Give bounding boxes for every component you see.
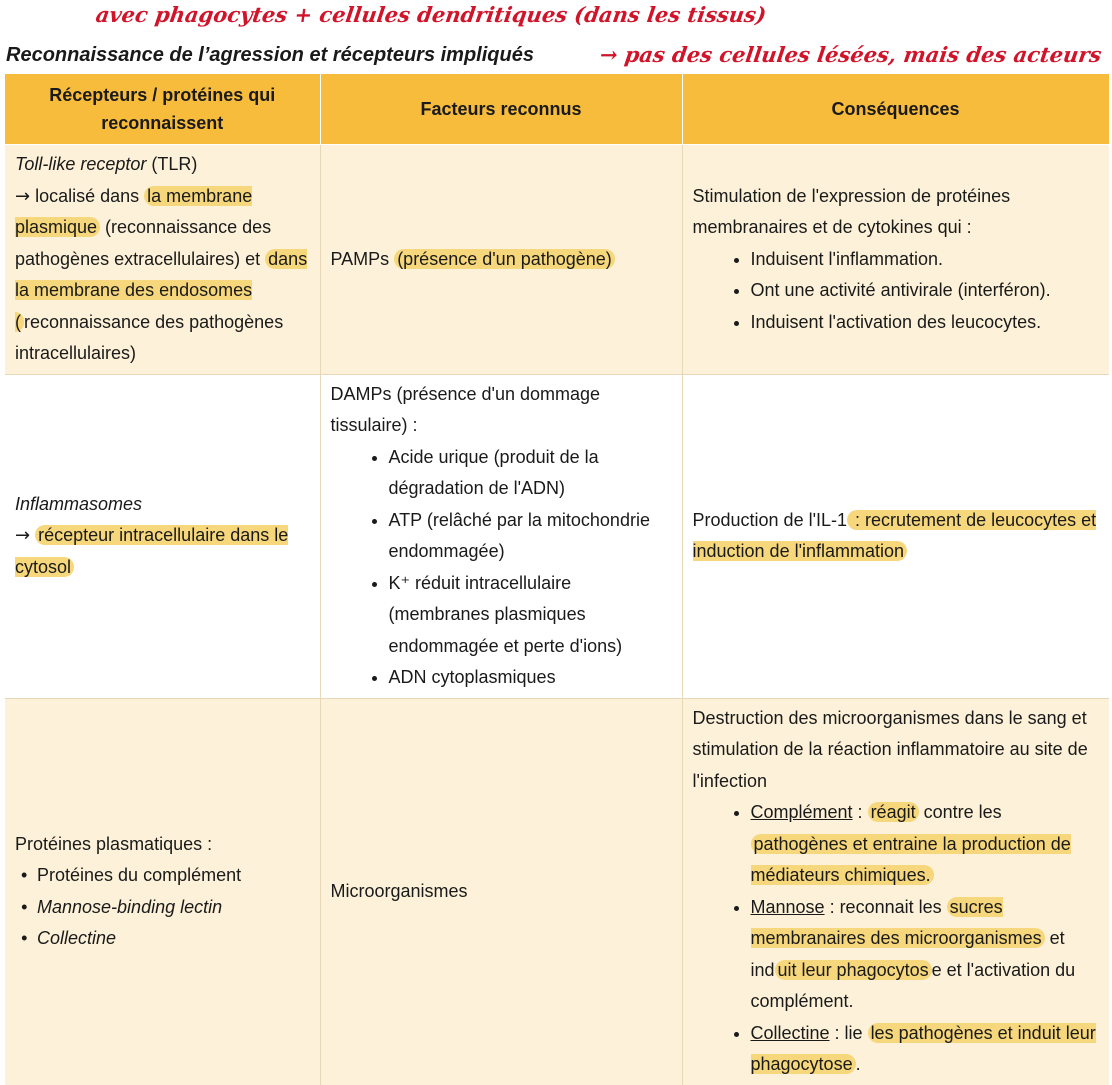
tlr-highlight-2: dans la membrane des endosomes (	[15, 248, 308, 332]
cell-tlr-consequences	[682, 145, 1109, 375]
list-item	[751, 1018, 1100, 1081]
list-item: • Acide urique (produit de la dégradation de l'ADN)	[389, 442, 672, 505]
table-row-tlr	[5, 145, 1109, 375]
text: .	[855, 1054, 861, 1074]
tlr-abbr: (TLR)	[146, 154, 198, 174]
pamps-label: PAMPs	[330, 248, 395, 269]
table-row-inflammasomes	[5, 374, 1109, 698]
list-item: • Ont une activité antivirale (interféron).	[751, 275, 1100, 307]
handwritten-annotation-top: avec phagocytes + cellules dendritiques (dans les tissus)	[94, 2, 768, 27]
tlr-name: Toll-like receptor	[15, 154, 147, 174]
tlr-highlight-1: la membrane plasmique	[15, 185, 253, 237]
list-item: • Protéines du complément	[27, 860, 310, 892]
highlight: les pathogènes et induit leur phagocytose	[750, 1022, 1096, 1074]
inflammasome-name: Inflammasomes	[15, 493, 143, 514]
list-item: • K⁺ réduit intracellulaire (membranes plasmiques endommagée et perte d'ions)	[389, 568, 672, 663]
cell-plasma-factors: Microorganismes	[320, 698, 682, 1085]
list-item: • Collectine	[27, 923, 310, 955]
arrow-icon: →	[15, 525, 31, 547]
text: :	[852, 802, 868, 822]
il1-highlight: : recrutement de leucocytes et induction de l'inflammation	[692, 509, 1097, 561]
cell-tlr-receptor	[5, 145, 320, 375]
highlight: sucres membranaires des microorganismes	[751, 897, 1045, 949]
list-item: • Induisent l'inflammation.	[751, 244, 1100, 276]
receptors-table	[5, 74, 1110, 1085]
pamps-highlight: (présence d'un pathogène)	[394, 249, 615, 269]
list-item	[751, 892, 1100, 1018]
mannose-term: Mannose	[750, 896, 825, 917]
damps-intro: DAMPs (présence d'un dommage tissulaire) :	[330, 383, 601, 435]
plasma-list	[15, 860, 310, 955]
plasma-consequence-intro: Destruction des microorganismes dans le sang et stimulation de la réaction inflammatoire au site de l'infection	[692, 707, 1088, 791]
text: : lie	[829, 1022, 868, 1043]
tlr-text-a: localisé dans	[30, 185, 145, 206]
list-item: • ADN cytoplasmiques	[389, 662, 672, 694]
tlr-consequence-list	[693, 244, 1100, 339]
complement-term: Complément	[750, 802, 853, 822]
header-consequences: Conséquences	[682, 74, 1109, 145]
highlight: uit leur phagocytos	[775, 960, 932, 980]
list-item: • ATP (relâché par la mitochondrie endommagée)	[389, 505, 672, 568]
header-factors: Facteurs reconnus	[320, 74, 682, 145]
inflammasome-highlight: récepteur intracellulaire dans le cytosol	[15, 525, 289, 577]
cell-tlr-factors	[320, 145, 682, 375]
cell-inflammasome-consequences	[682, 374, 1109, 698]
list-item: • Mannose-binding lectin	[27, 892, 310, 924]
table-row-plasma-proteins	[5, 698, 1109, 1085]
cell-inflammasome-factors	[320, 374, 682, 698]
tlr-consequence-intro: Stimulation de l'expression de protéines membranaires et de cytokines qui :	[692, 185, 1011, 237]
handwritten-annotation-right: → pas des cellules lésées, mais des acteurs	[598, 42, 1104, 67]
tlr-text-c: reconnaissance des pathogènes intracellulaires)	[15, 311, 284, 363]
list-item	[751, 797, 1100, 892]
text: et ind	[750, 928, 1065, 980]
page-title: Reconnaissance de l’agression et récepteurs impliqués	[6, 44, 534, 66]
il1-label: Production de l'IL-1	[692, 509, 848, 530]
highlight: pathogènes et entraine la production de médiateurs chimiques.	[750, 833, 1071, 885]
header-receptors: Récepteurs / protéines qui reconnaissent	[5, 74, 320, 145]
damps-list	[331, 442, 672, 694]
arrow-icon: →	[15, 185, 31, 207]
collectine-term: Collectine	[750, 1022, 830, 1043]
plasma-consequence-list	[693, 797, 1100, 1081]
text: e et l'activation du complément.	[750, 959, 1076, 1011]
list-item: • Induisent l'activation des leucocytes.	[751, 307, 1100, 339]
highlight: réagit	[868, 802, 919, 822]
cell-inflammasome-receptor	[5, 374, 320, 698]
text: contre les	[918, 802, 1002, 822]
table-header-row	[5, 74, 1109, 145]
text: : reconnait les	[824, 896, 947, 917]
cell-plasma-consequences	[682, 698, 1109, 1085]
tlr-text-b: (reconnaissance des pathogènes extracellulaires) et	[15, 217, 272, 269]
cell-plasma-receptor	[5, 698, 320, 1085]
plasma-intro: Protéines plasmatiques :	[15, 833, 213, 854]
